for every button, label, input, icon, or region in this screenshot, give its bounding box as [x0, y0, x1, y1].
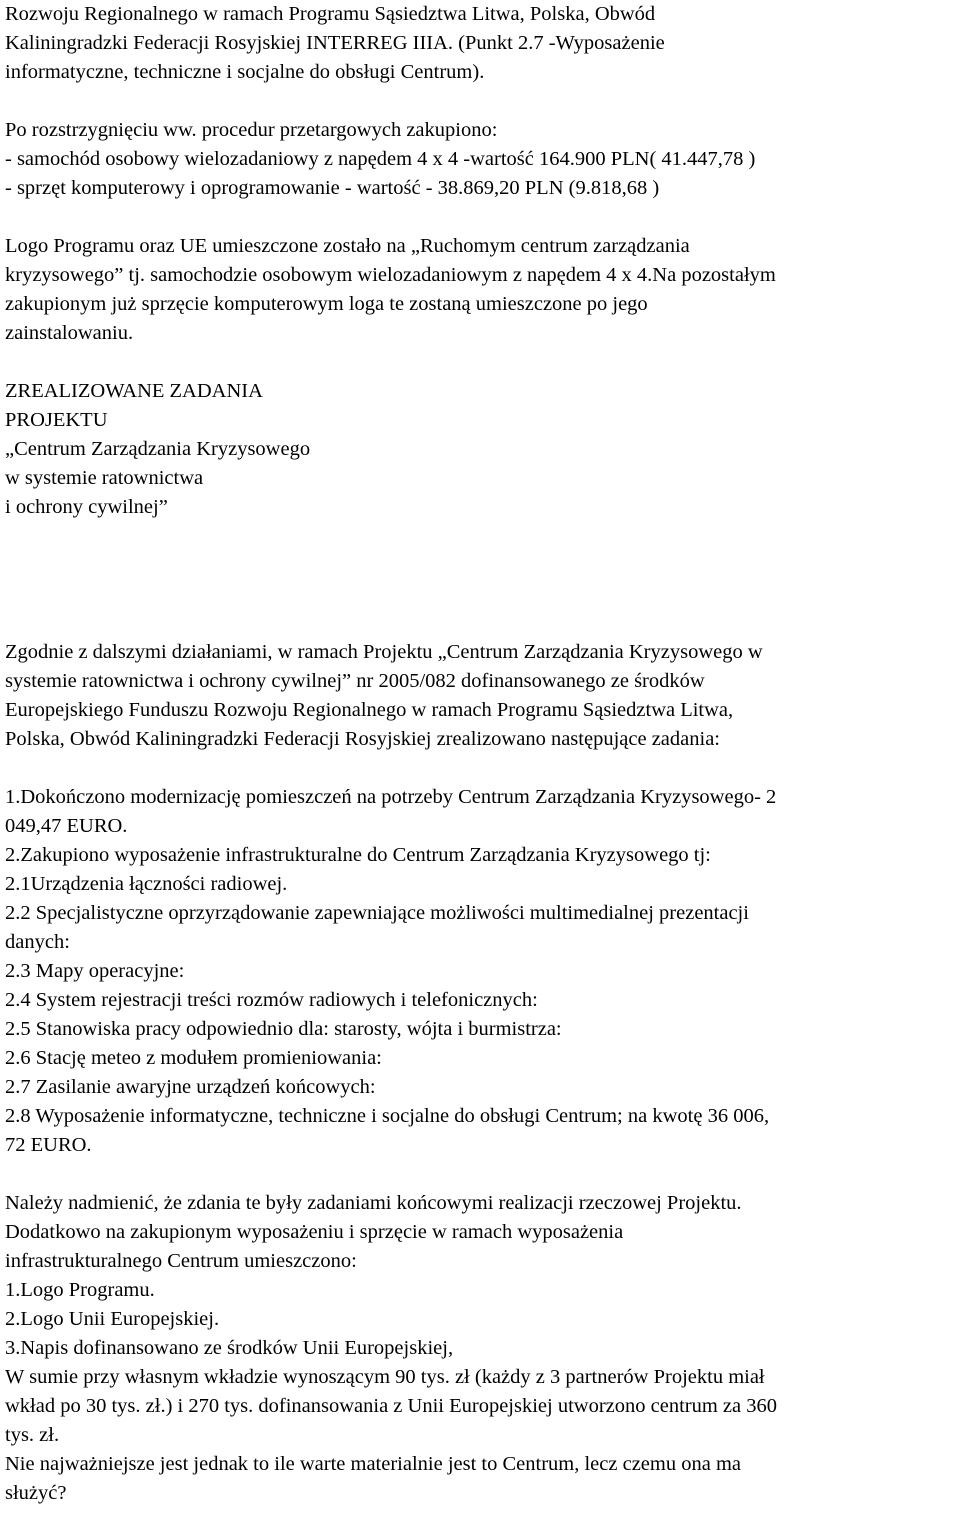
- closing-line: Nie najważniejsze jest jednak to ile warte materialnie jest to Centrum, lecz czemu ona ma: [5, 1453, 741, 1475]
- heading-line: PROJEKTU: [5, 409, 108, 431]
- intro-line: informatyczne, techniczne i socjalne do obsługi Centrum).: [5, 61, 485, 83]
- summary-line: Europejskiego Funduszu Rozwoju Regionalnego w ramach Programu Sąsiedztwa Litwa,: [5, 699, 734, 721]
- heading-line: „Centrum Zarządzania Kryzysowego: [5, 438, 311, 460]
- closing-line: 2.Logo Unii Europejskiej.: [5, 1308, 220, 1330]
- task-line: 2.8 Wyposażenie informatyczne, techniczne i socjalne do obsługi Centrum; na kwotę 36 006,: [5, 1105, 770, 1127]
- summary-line: Polska, Obwód Kaliningradzki Federacji Rosyjskiej zrealizowano następujące zadania:: [5, 728, 720, 750]
- task-line: 72 EURO.: [5, 1134, 92, 1156]
- summary-line: systemie ratownictwa i ochrony cywilnej” nr 2005/082 dofinansowanego ze środków: [5, 670, 705, 692]
- intro-line: Kaliningradzki Federacji Rosyjskiej INTERREG IIIA. (Punkt 2.7 -Wyposażenie: [5, 32, 665, 54]
- closing-line: służyć?: [5, 1482, 67, 1504]
- logo-line: kryzysowego” tj. samochodzie osobowym wielozadaniowym z napędem 4 x 4.Na pozostałym: [5, 264, 776, 286]
- task-line: 2.Zakupiono wyposażenie infrastrukturalne do Centrum Zarządzania Kryzysowego tj:: [5, 844, 711, 866]
- task-line: 2.1Urządzenia łączności radiowej.: [5, 873, 288, 895]
- heading-line: w systemie ratownictwa: [5, 467, 204, 489]
- task-line: danych:: [5, 931, 70, 953]
- task-line: 2.6 Stację meteo z modułem promieniowania:: [5, 1047, 382, 1069]
- summary-paragraph: [5, 638, 960, 754]
- task-line: 1.Dokończono modernizację pomieszczeń na potrzeby Centrum Zarządzania Kryzysowego- 2: [5, 786, 777, 808]
- procurement-paragraph: [5, 116, 960, 203]
- heading-line: ZREALIZOWANE ZADANIA: [5, 380, 263, 402]
- closing-line: 3.Napis dofinansowano ze środków Unii Europejskiej,: [5, 1337, 454, 1359]
- closing-line: wkład po 30 tys. zł.) i 270 tys. dofinansowania z Unii Europejskiej utworzono centrum za 360: [5, 1395, 778, 1417]
- closing-line: infrastrukturalnego Centrum umieszczono:: [5, 1250, 357, 1272]
- task-line: 2.3 Mapy operacyjne:: [5, 960, 185, 982]
- logo-line: Logo Programu oraz UE umieszczone zostało na „Ruchomym centrum zarządzania: [5, 235, 690, 257]
- task-list: [5, 783, 960, 1160]
- closing-line: Dodatkowo na zakupionym wyposażeniu i sprzęcie w ramach wyposażenia: [5, 1221, 624, 1243]
- closing-line: 1.Logo Programu.: [5, 1279, 155, 1301]
- closing-line: tys. zł.: [5, 1424, 60, 1446]
- procurement-line: - sprzęt komputerowy i oprogramowanie - wartość - 38.869,20 PLN (9.818,68 ): [5, 177, 660, 199]
- task-line: 2.4 System rejestracji treści rozmów radiowych i telefonicznych:: [5, 989, 538, 1011]
- procurement-line: Po rozstrzygnięciu ww. procedur przetargowych zakupiono:: [5, 119, 498, 141]
- logo-line: zakupionym już sprzęcie komputerowym loga te zostaną umieszczone po jego: [5, 293, 648, 315]
- document-page: [5, 0, 960, 1508]
- task-line: 049,47 EURO.: [5, 815, 128, 837]
- summary-line: Zgodnie z dalszymi działaniami, w ramach Projektu „Centrum Zarządzania Kryzysowego w: [5, 641, 763, 663]
- intro-line: Rozwoju Regionalnego w ramach Programu Sąsiedztwa Litwa, Polska, Obwód: [5, 3, 656, 25]
- closing-line: Należy nadmienić, że zdania te były zadaniami końcowymi realizacji rzeczowej Projektu.: [5, 1192, 742, 1214]
- procurement-line: - samochód osobowy wielozadaniowy z napędem 4 x 4 -wartość 164.900 PLN( 41.447,78 ): [5, 148, 756, 170]
- closing-paragraph: [5, 1189, 960, 1508]
- section-heading: [5, 377, 960, 522]
- heading-line: i ochrony cywilnej”: [5, 496, 168, 518]
- task-line: 2.7 Zasilanie awaryjne urządzeń końcowych:: [5, 1076, 376, 1098]
- logo-line: zainstalowaniu.: [5, 322, 134, 344]
- task-line: 2.5 Stanowiska pracy odpowiednio dla: starosty, wójta i burmistrza:: [5, 1018, 562, 1040]
- task-line: 2.2 Specjalistyczne oprzyrządowanie zapewniające możliwości multimedialnej prezentacji: [5, 902, 749, 924]
- closing-line: W sumie przy własnym wkładzie wynoszącym 90 tys. zł (każdy z 3 partnerów Projektu miał: [5, 1366, 765, 1388]
- intro-paragraph: [5, 0, 960, 87]
- logo-paragraph: [5, 232, 960, 348]
